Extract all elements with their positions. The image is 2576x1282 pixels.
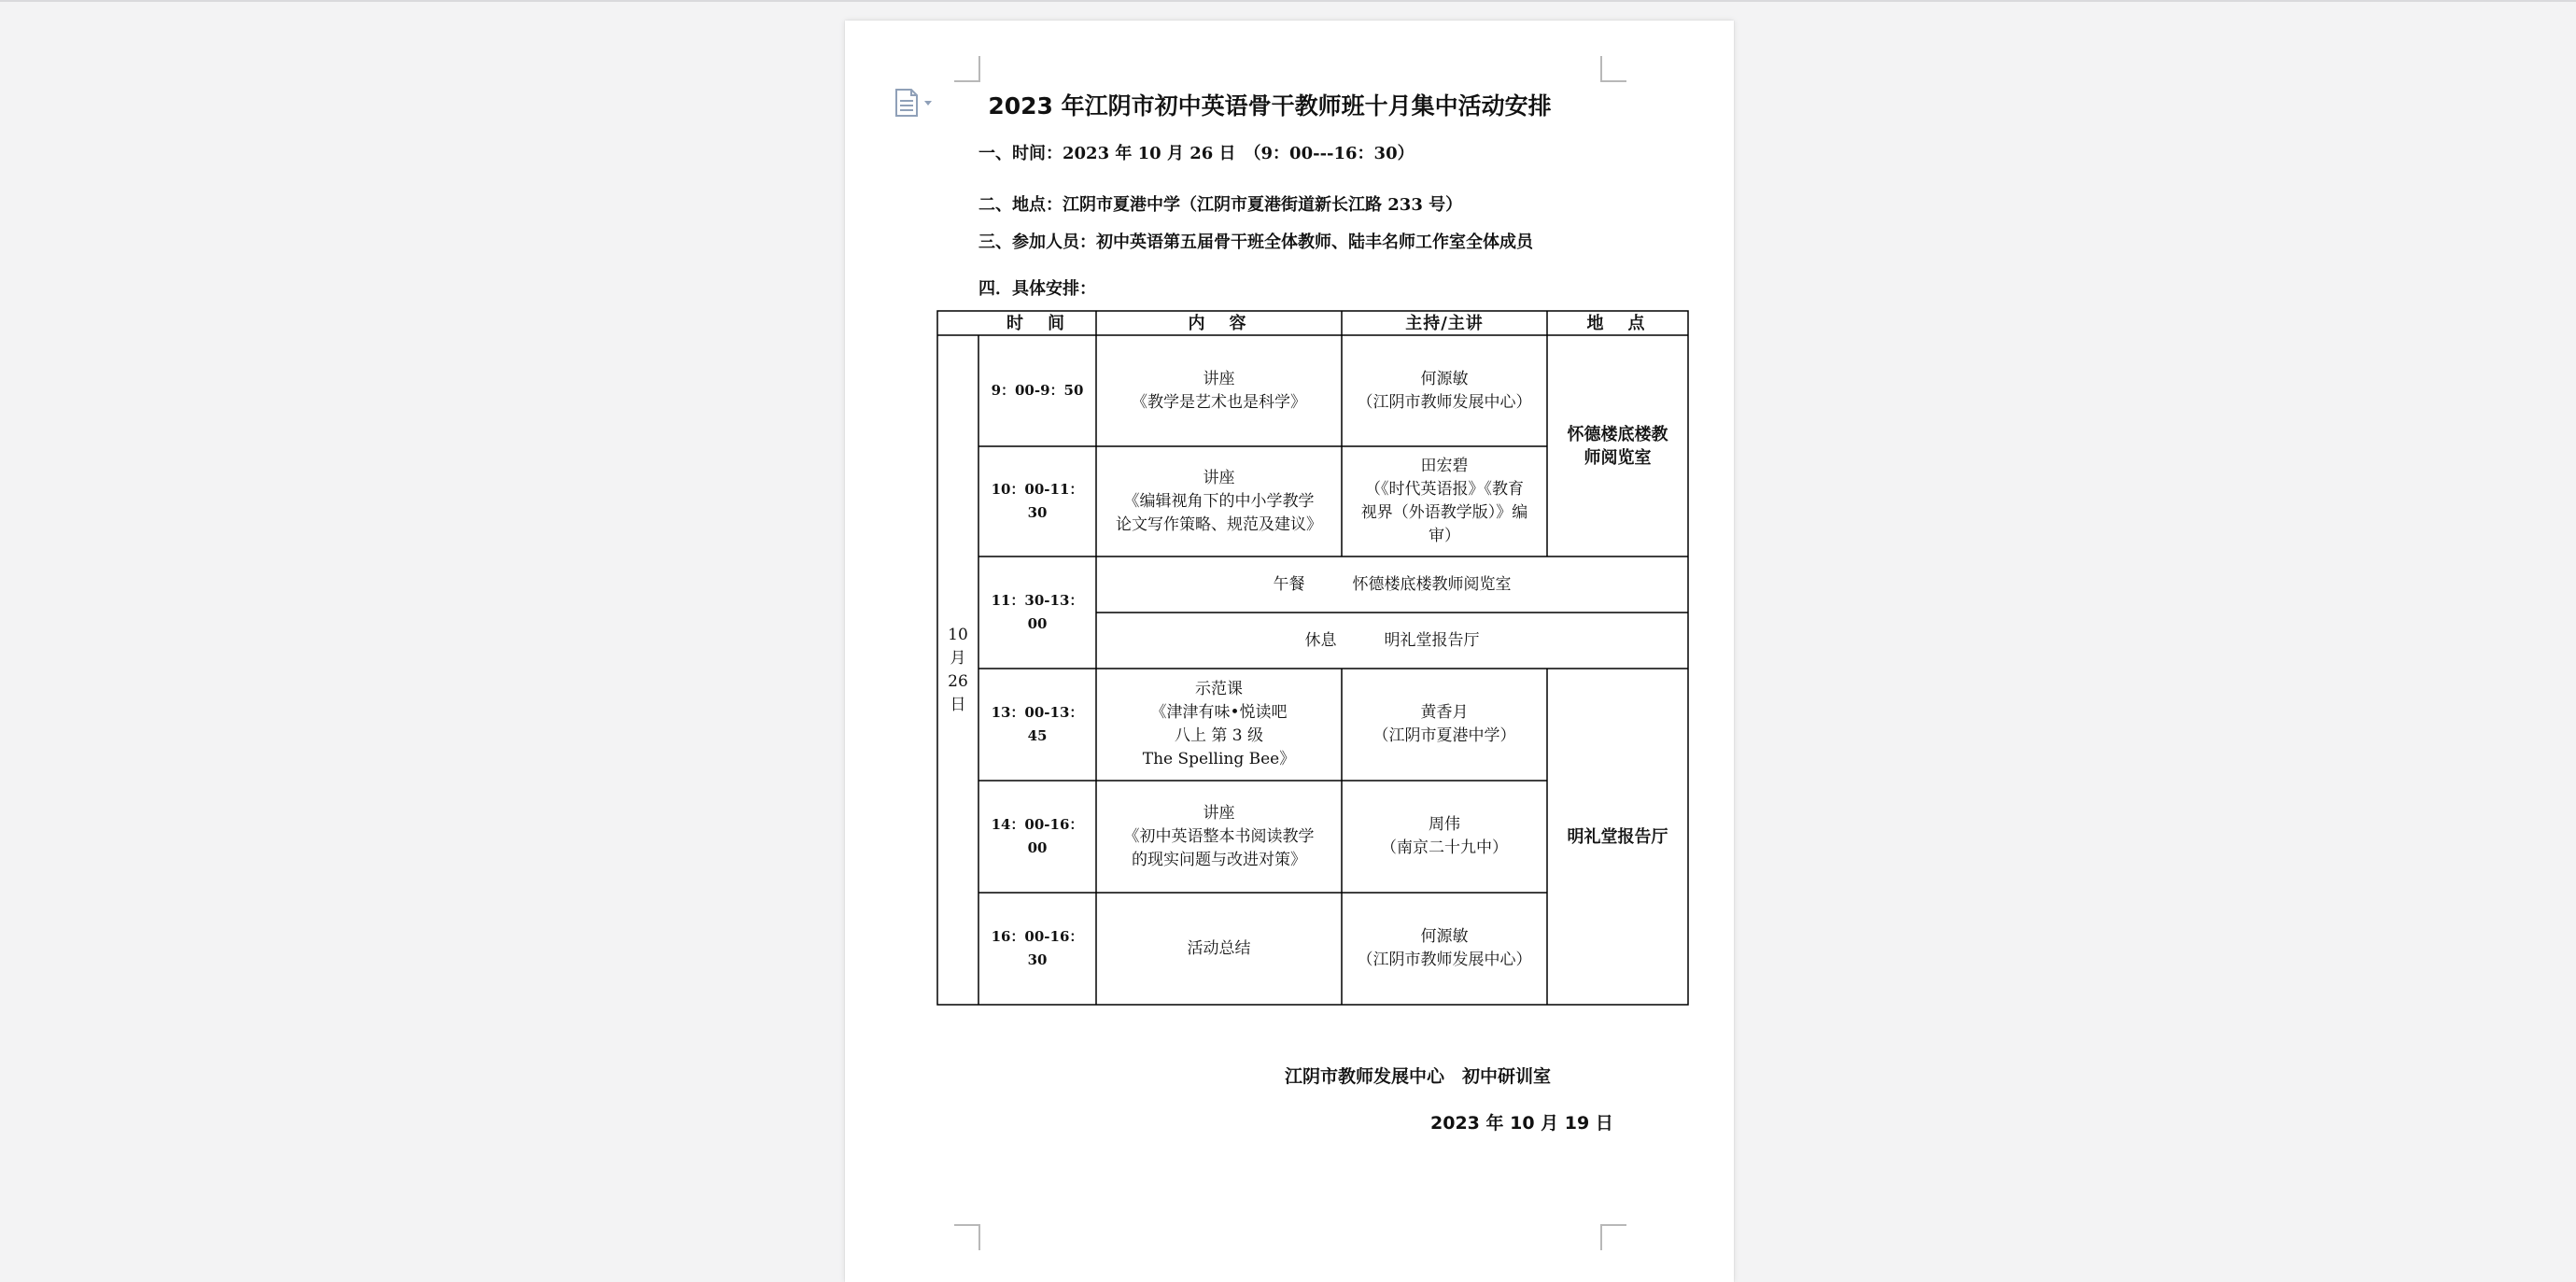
header-time: 时 间 [1006, 313, 1068, 333]
date-cell: 10 月 26 日 [948, 625, 968, 714]
time-line: 一、时间：2023 年 10 月 26 日 （9：00---16：30） [978, 144, 1415, 163]
host-cell: 黄香月 （江阴市夏港中学） [1372, 703, 1516, 745]
host-cell: 何源敏 （江阴市教师发展中心） [1357, 369, 1532, 412]
time-cell: 11：30-13：00 [991, 592, 1084, 632]
signature-org: 江阴市教师发展中心 初中研训室 [1285, 1066, 1552, 1087]
content-cell: 示范课 《津津有味•悦读吧 八上 第 3 级 The Spelling Bee》 [1142, 680, 1296, 768]
location-line: 二、地点：江阴市夏港中学（江阴市夏港街道新长江路 233 号） [978, 195, 1463, 215]
host-cell: 田宏碧 （《时代英语报》《教育 视界（外语教学版）》编 审） [1360, 457, 1528, 545]
lunch-cell: 午餐 怀德楼底楼教师阅览室 [1273, 574, 1512, 594]
header-location: 地 点 [1586, 313, 1649, 333]
time-cell: 10：00-11：30 [991, 481, 1084, 521]
header-host: 主持/主讲 [1405, 313, 1484, 333]
content-cell: 讲座 《教学是艺术也是科学》 [1132, 369, 1306, 412]
host-cell: 何源敏 （江阴市教师发展中心） [1357, 927, 1532, 969]
content-cell: 活动总结 [1187, 938, 1251, 958]
header-content: 内 容 [1188, 313, 1250, 333]
location-cell: 怀德楼底楼教 师阅览室 [1567, 424, 1668, 468]
content-cell: 讲座 《编辑视角下的中小学教学 论文写作策略、规范及建议》 [1116, 468, 1322, 534]
location-cell: 明礼堂报告厅 [1567, 826, 1668, 847]
time-cell: 13：00-13：45 [991, 704, 1084, 744]
content-cell: 讲座 《初中英语整本书阅读教学 的现实问题与改进对策》 [1123, 803, 1315, 869]
document-title: 2023 年江阴市初中英语骨干教师班十月集中活动安排 [988, 92, 1552, 120]
host-cell: 周伟 （南京二十九中） [1381, 815, 1508, 857]
rest-cell: 休息 明礼堂报告厅 [1304, 630, 1480, 650]
schedule-heading: 四．具体安排： [978, 279, 1096, 299]
time-cell: 9：00-9：50 [991, 382, 1084, 399]
participants-line: 三、参加人员：初中英语第五届骨干班全体教师、陆丰名师工作室全体成员 [978, 232, 1533, 252]
time-cell: 14：00-16：00 [991, 816, 1084, 856]
time-cell: 16：00-16：30 [991, 928, 1084, 968]
signature-date: 2023 年 10 月 19 日 [1430, 1113, 1613, 1134]
